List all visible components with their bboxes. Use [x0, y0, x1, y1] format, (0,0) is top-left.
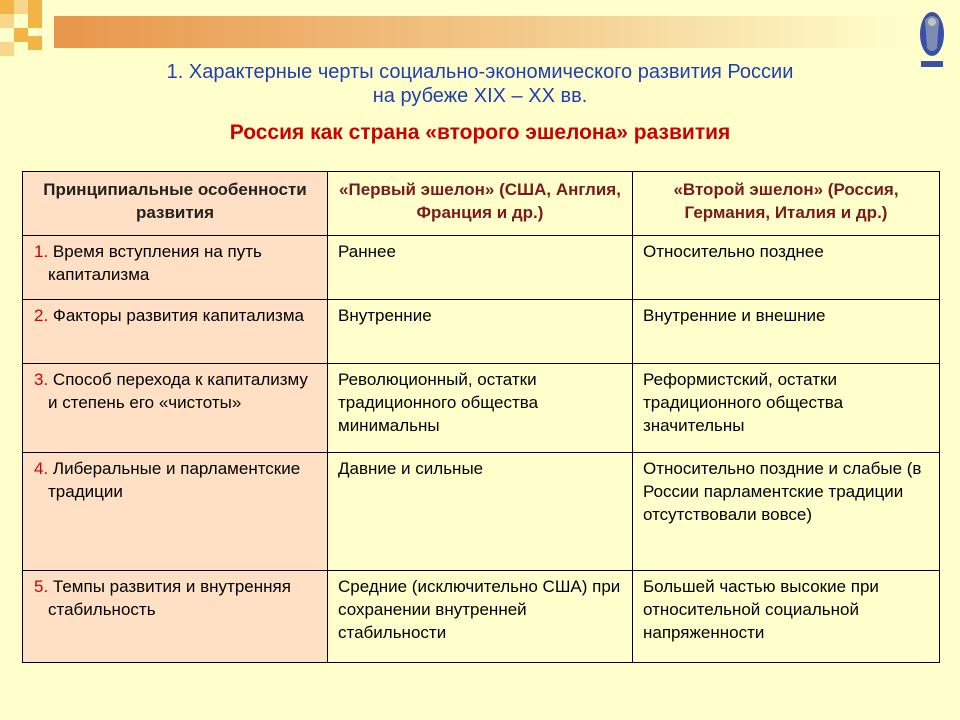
second-echelon-cell: Относительно позднее [633, 236, 940, 300]
table-row [23, 453, 940, 571]
header-features: Принципиальные особенности развития [23, 172, 328, 236]
feature-cell: 3. Способ перехода к капитализму и степень его «чистоты» [23, 364, 328, 453]
second-echelon-cell: Реформистский, остатки традиционного общества значительны [633, 364, 940, 453]
table-row [23, 364, 940, 453]
decor-square [0, 42, 14, 56]
decor-square [0, 14, 14, 28]
feature-cell: 1. Время вступления на путь капитализма [23, 236, 328, 300]
decor-square [28, 0, 42, 14]
decor-square [28, 14, 42, 28]
feature-cell: 5. Темпы развития и внутренняя стабильность [23, 571, 328, 663]
first-echelon-cell: Внутренние [328, 300, 633, 364]
comparison-table [22, 171, 940, 663]
table-row [23, 236, 940, 300]
first-echelon-cell: Раннее [328, 236, 633, 300]
university-emblem-icon [913, 8, 951, 74]
decor-square [28, 36, 42, 50]
decor-square [0, 0, 14, 14]
second-echelon-cell: Внутренние и внешние [633, 300, 940, 364]
first-echelon-cell: Революционный, остатки традиционного общества минимальны [328, 364, 633, 453]
table-row [23, 300, 940, 364]
first-echelon-cell: Средние (исключительно США) при сохранении внутренней стабильности [328, 571, 633, 663]
decor-square [14, 0, 28, 14]
table-header-row [23, 172, 940, 236]
header-second-echelon: «Второй эшелон» (Россия, Германия, Италия и др.) [633, 172, 940, 236]
second-echelon-cell: Большей частью высокие при относительной социальной напряженности [633, 571, 940, 663]
page-subtitle: Россия как страна «второго эшелона» развития [229, 121, 731, 144]
feature-cell: 4. Либеральные и парламентские традиции [23, 453, 328, 571]
header-first-echelon: «Первый эшелон» (США, Англия, Франция и др.) [328, 172, 633, 236]
page-title: 1. Характерные черты социально-экономического развития России на рубеже XIX – XX вв. [166, 61, 794, 107]
feature-cell: 2. Факторы развития капитализма [23, 300, 328, 364]
first-echelon-cell: Давние и сильные [328, 453, 633, 571]
header-gradient-bar [54, 16, 906, 48]
second-echelon-cell: Относительно поздние и слабые (в России парламентские традиции отсутствовали вовсе) [633, 453, 940, 571]
decor-square [14, 28, 28, 42]
table-row [23, 571, 940, 663]
